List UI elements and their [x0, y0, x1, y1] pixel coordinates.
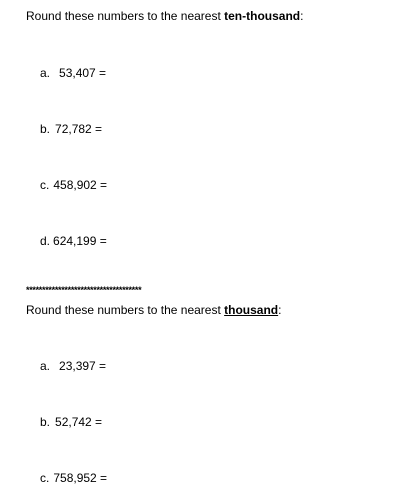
section2-item-b	[40, 415, 102, 429]
section1-heading	[26, 9, 303, 23]
item-value: 72,782 =	[55, 122, 103, 136]
item-value: 23,397 =	[59, 359, 107, 373]
item-label: d.	[40, 234, 51, 248]
item-label: c.	[40, 178, 50, 192]
section2-heading	[26, 303, 281, 317]
section1-item-a	[40, 66, 106, 80]
item-value: 758,952 =	[53, 471, 108, 485]
section1-item-b	[40, 122, 102, 136]
item-value: 624,199 =	[53, 234, 107, 248]
item-label: b.	[40, 415, 51, 429]
section2-suffix: :	[278, 303, 282, 317]
section2-item-a	[40, 359, 106, 373]
section2-prefix: Round these numbers to the nearest	[26, 303, 225, 317]
section1-emphasis: ten-thousand	[224, 9, 301, 23]
section2-item-c	[40, 471, 107, 485]
item-value: 458,902 =	[53, 178, 108, 192]
item-value: 52,742 =	[55, 415, 103, 429]
item-label: a.	[40, 66, 51, 80]
item-label: c.	[40, 471, 50, 485]
item-value: 53,407 =	[59, 66, 107, 80]
section2-emphasis: thousand	[224, 303, 279, 317]
section1-item-d	[40, 234, 107, 248]
section1-item-c	[40, 178, 107, 192]
section1-prefix: Round these numbers to the nearest	[26, 9, 225, 23]
item-label: a.	[40, 359, 51, 373]
section1-suffix: :	[300, 9, 304, 23]
item-label: b.	[40, 122, 51, 136]
section-divider: ************************************	[26, 285, 142, 295]
